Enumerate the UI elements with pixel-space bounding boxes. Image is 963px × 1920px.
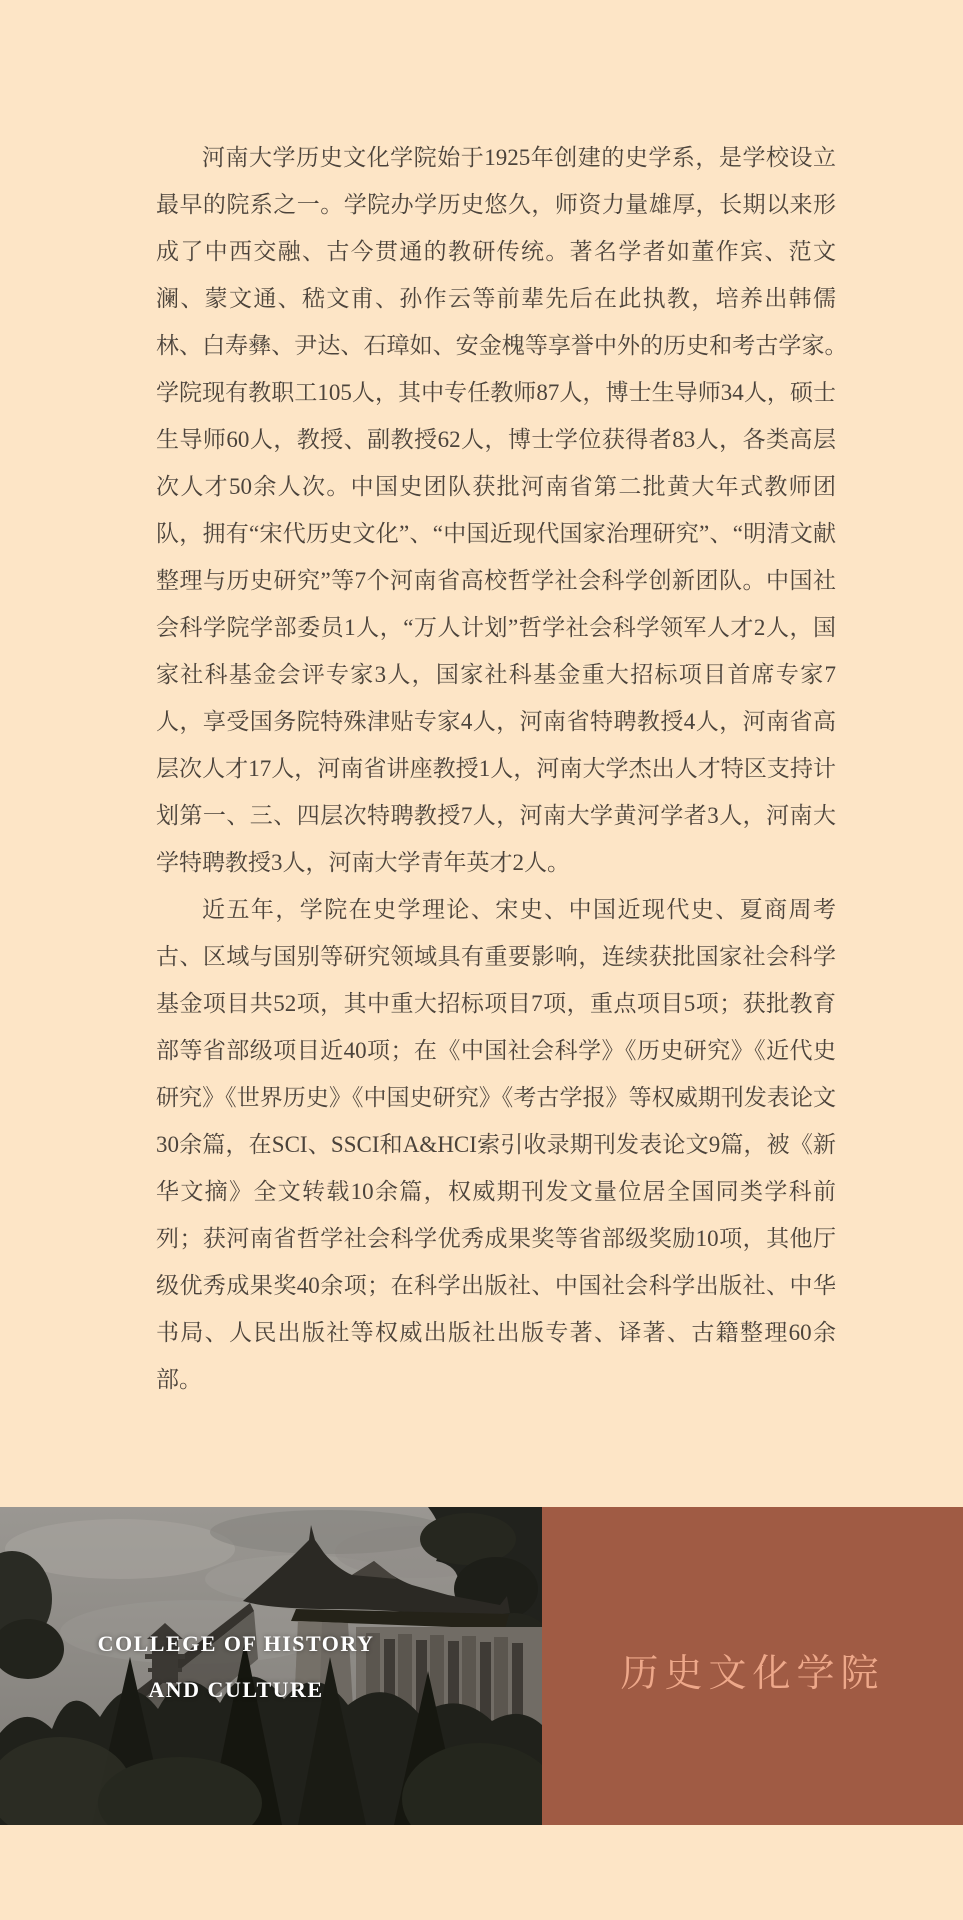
campus-building-photo [0,1507,542,1825]
photo-caption [18,1621,454,1713]
photo-caption-line2: AND CULTURE [148,1677,324,1702]
intro-history-paragraph: 河南大学历史文化学院始于1925年创建的史学系，是学校设立最早的院系之一。学院办学历史悠久，师资力量雄厚，长期以来形成了中西交融、古今贯通的教研传统。著名学者如董作宾、范文澜、蒙文通、嵇文甫、孙作云等前辈先后在此执教，培养出韩儒林、白寿彝、尹达、石璋如、安金槐等享誉中外的历史和考古学家。 学院现有教职工105人，其中专任教师87人，博士生导师34人，硕士生导师60人，教授、副教授62人，博士学位获得者83人，各类高层次人才50余人次。中国史团队获批河南省第二批黄大年式教师团队，拥有“宋代历史文化”、“中国近现代国家治理研究”、“明清文献整理与历史研究”等7个河南省高校哲学社会科学创新团队。中国社会科学院学部委员1人，“万人计划”哲学社会科学领军人才2人，国家社科基金会评专家3人，国家社科基金重大招标项目首席专家7人，享受国务院特殊津贴专家4人，河南省特聘教授4人，河南省高层次人才17人，河南省讲座教授1人，河南大学杰出人才特区支持计划第一、三、四层次特聘教授7人，河南大学黄河学者3人，河南大学特聘教授3人，河南大学青年英才2人。 [156,145,859,875]
college-introduction [156,134,859,1403]
college-name-banner [542,1507,963,1825]
photo-caption-line1: COLLEGE OF HISTORY [97,1631,375,1656]
intro-achievements-paragraph: 近五年，学院在史学理论、宋史、中国近现代史、夏商周考古、区域与国别等研究领域具有重要影响，连续获批国家社会科学基金项目共52项，其中重大招标项目7项，重点项目5项；获批教育部等省部级项目近40项；在《中国社会科学》《历史研究》《近代史研究》《世界历史》《中国史研究》《考古学报》等权威期刊发表论文30余篇，在SCI、SSCI和A&HCI索引收录期刊发表论文9篇，被《新华文摘》全文转载10余篇，权威期刊发文量位居全国同类学科前列；获河南省哲学社会科学优秀成果奖等省部级奖励10项，其他厅级优秀成果奖40余项；在科学出版社、中国社会科学出版社、中华书局、人民出版社等权威出版社出版专著、译著、古籍整理60余部。 [156,897,836,1392]
college-name-text: 历史文化学院 [620,1650,885,1695]
